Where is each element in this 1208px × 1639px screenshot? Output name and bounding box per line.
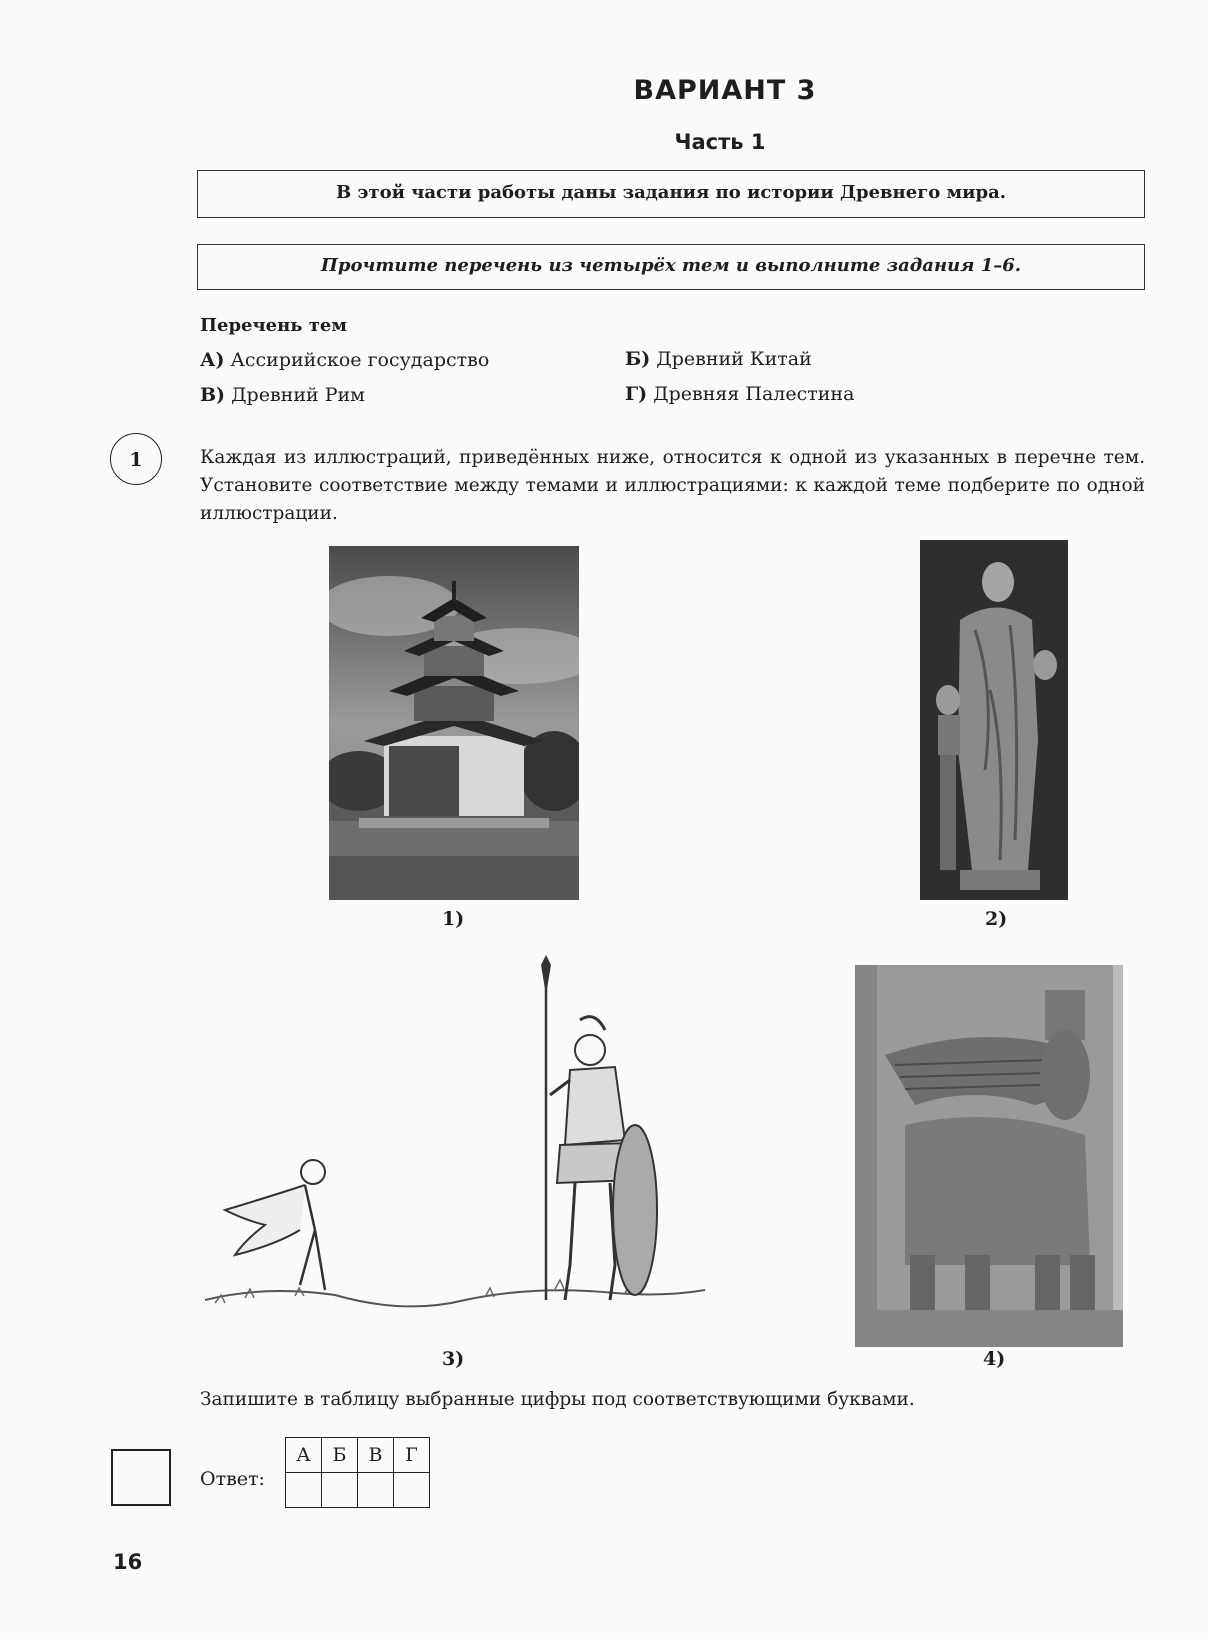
warrior-and-boy-illustration bbox=[205, 955, 705, 1340]
score-box[interactable] bbox=[111, 1449, 171, 1506]
page-number: 16 bbox=[113, 1550, 143, 1574]
answer-header-cell: А bbox=[286, 1438, 322, 1473]
illustration-caption: 2) bbox=[985, 908, 1008, 930]
intro-box: В этой части работы даны задания по истории Древнего мира. bbox=[197, 170, 1145, 218]
topic-item bbox=[625, 383, 854, 405]
illustration-caption: 4) bbox=[983, 1348, 1006, 1370]
topic-letter: В) bbox=[200, 384, 226, 406]
illustration-caption: 3) bbox=[442, 1348, 465, 1370]
part-title: Часть 1 bbox=[674, 130, 766, 154]
answer-value-cell[interactable] bbox=[286, 1473, 322, 1508]
topic-item bbox=[200, 349, 489, 371]
roman-statue-illustration bbox=[920, 540, 1068, 900]
question-text: Каждая из иллюстраций, приведённых ниже, относится к одной из указанных в перечне тем. Установите соответствие между темами и иллюстрациями: к каждой теме подберите по одной иллюстрации. bbox=[200, 447, 1145, 524]
lamassu-relief-illustration bbox=[855, 965, 1123, 1347]
topic-label: Древний Рим bbox=[231, 384, 365, 406]
answer-label: Ответ: bbox=[200, 1468, 265, 1490]
topic-letter: Б) bbox=[625, 348, 651, 370]
answer-value-cell[interactable] bbox=[322, 1473, 358, 1508]
answer-instruction: Запишите в таблицу выбранные цифры под соответствующими буквами. bbox=[200, 1389, 915, 1410]
answer-value-cell[interactable] bbox=[358, 1473, 394, 1508]
topic-label: Древний Китай bbox=[656, 348, 812, 370]
answer-value-row bbox=[286, 1473, 430, 1508]
topic-label: Ассирийское государство bbox=[230, 349, 490, 371]
topic-item bbox=[625, 348, 812, 370]
answer-header-cell: В bbox=[358, 1438, 394, 1473]
topic-letter: А) bbox=[200, 349, 225, 371]
illustration-caption: 1) bbox=[442, 908, 465, 930]
pagoda-illustration bbox=[329, 546, 579, 900]
topics-heading: Перечень тем bbox=[200, 315, 348, 336]
answer-table bbox=[285, 1437, 430, 1508]
variant-title: ВАРИАНТ 3 bbox=[633, 75, 817, 106]
answer-header-cell: Г bbox=[394, 1438, 430, 1473]
topic-item bbox=[200, 384, 365, 406]
instruction-box: Прочтите перечень из четырёх тем и выполните задания 1–6. bbox=[197, 244, 1145, 290]
answer-header-row bbox=[286, 1438, 430, 1473]
topic-label: Древняя Палестина bbox=[653, 383, 855, 405]
answer-header-cell: Б bbox=[322, 1438, 358, 1473]
question-number: 1 bbox=[110, 433, 162, 485]
topic-letter: Г) bbox=[625, 383, 648, 405]
answer-value-cell[interactable] bbox=[394, 1473, 430, 1508]
